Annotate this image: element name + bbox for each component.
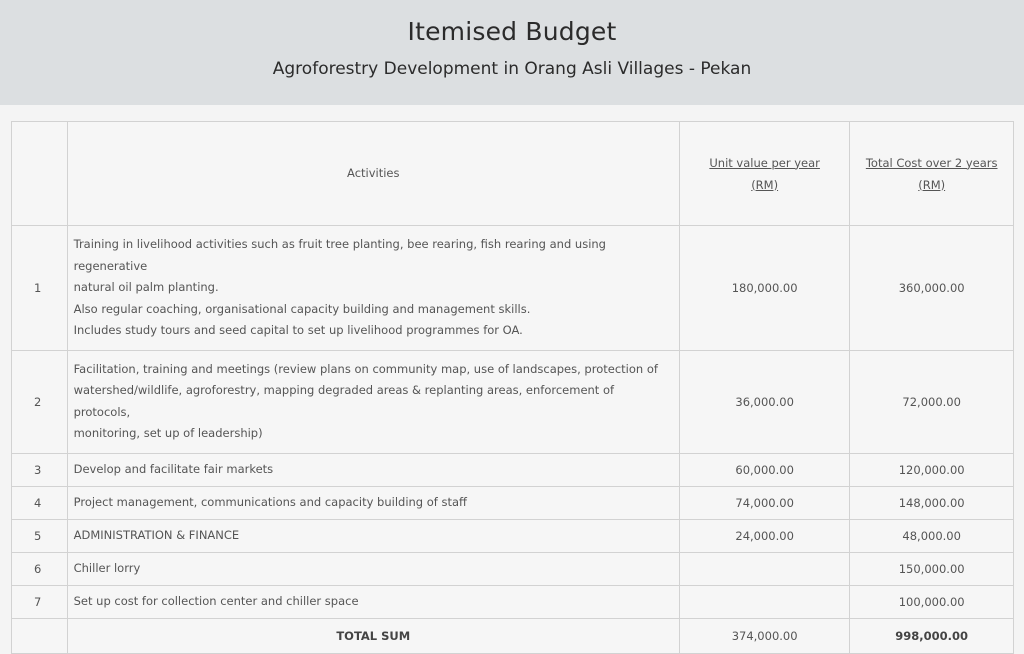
table-row [12,585,1014,618]
page-header [0,0,1024,105]
activity-line: Training in livelihood activities such as fruit tree planting, bee rearing, fish rearing and using regenerative [73,237,606,273]
table-row [12,453,1014,486]
row-unit-value: 36,000.00 [679,350,849,453]
header-number-cell [12,122,68,226]
total-sum-label: TOTAL SUM [67,618,679,653]
row-total-cost: 360,000.00 [850,226,1014,351]
row-number: 7 [12,585,68,618]
table-row [12,519,1014,552]
row-activity: ADMINISTRATION & FINANCE [67,519,679,552]
row-unit-value: 74,000.00 [679,486,849,519]
header-total-cost-line1: Total Cost over 2 years [865,155,998,170]
table-row [12,350,1014,453]
row-activity: Project management, communications and capacity building of staff [67,486,679,519]
total-cost-sum: 998,000.00 [850,618,1014,653]
row-unit-value [679,552,849,585]
header-unit-value-line1: Unit value per year [709,155,820,170]
row-number: 3 [12,453,68,486]
table-row [12,226,1014,351]
total-row [12,618,1014,653]
activity-line: Includes study tours and seed capital to set up livelihood programmes for OA. [73,323,523,337]
header-total-cost [850,122,1014,226]
activity-line: natural oil palm planting. [73,280,219,294]
row-number: 4 [12,486,68,519]
budget-table [11,121,1014,654]
row-number: 2 [12,350,68,453]
page-title: Itemised Budget [407,17,617,46]
row-unit-value: 180,000.00 [679,226,849,351]
total-row-number-cell [12,618,68,653]
activity-line: watershed/wildlife, agroforestry, mapping degraded areas & replanting areas, enforcement of protocols, [73,383,615,419]
row-activity: Chiller lorry [67,552,679,585]
header-unit-value-line2: (RM) [751,177,779,192]
activity-line: Facilitation, training and meetings (review plans on community map, use of landscapes, protection of [73,361,658,376]
table-row [12,486,1014,519]
header-activities: Activities [67,122,679,226]
activity-line: monitoring, set up of leadership) [73,426,263,440]
row-activity [67,350,679,453]
row-activity: Set up cost for collection center and chiller space [67,585,679,618]
row-number: 6 [12,552,68,585]
row-unit-value: 60,000.00 [679,453,849,486]
row-number: 1 [12,226,68,351]
row-unit-value: 24,000.00 [679,519,849,552]
row-activity [67,226,679,351]
row-total-cost: 72,000.00 [850,350,1014,453]
header-unit-value [679,122,849,226]
row-total-cost: 150,000.00 [850,552,1014,585]
row-activity: Develop and facilitate fair markets [67,453,679,486]
row-total-cost: 148,000.00 [850,486,1014,519]
page-subtitle: Agroforestry Development in Orang Asli Villages - Pekan [272,59,752,79]
table-header-row [12,122,1014,226]
row-total-cost: 120,000.00 [850,453,1014,486]
header-total-cost-line2: (RM) [918,177,946,192]
total-unit-value: 374,000.00 [679,618,849,653]
row-total-cost: 100,000.00 [850,585,1014,618]
activity-line: Also regular coaching, organisational capacity building and management skills. [73,301,531,316]
row-unit-value [679,585,849,618]
row-number: 5 [12,519,68,552]
table-row [12,552,1014,585]
budget-table-container [11,121,1014,654]
row-total-cost: 48,000.00 [850,519,1014,552]
